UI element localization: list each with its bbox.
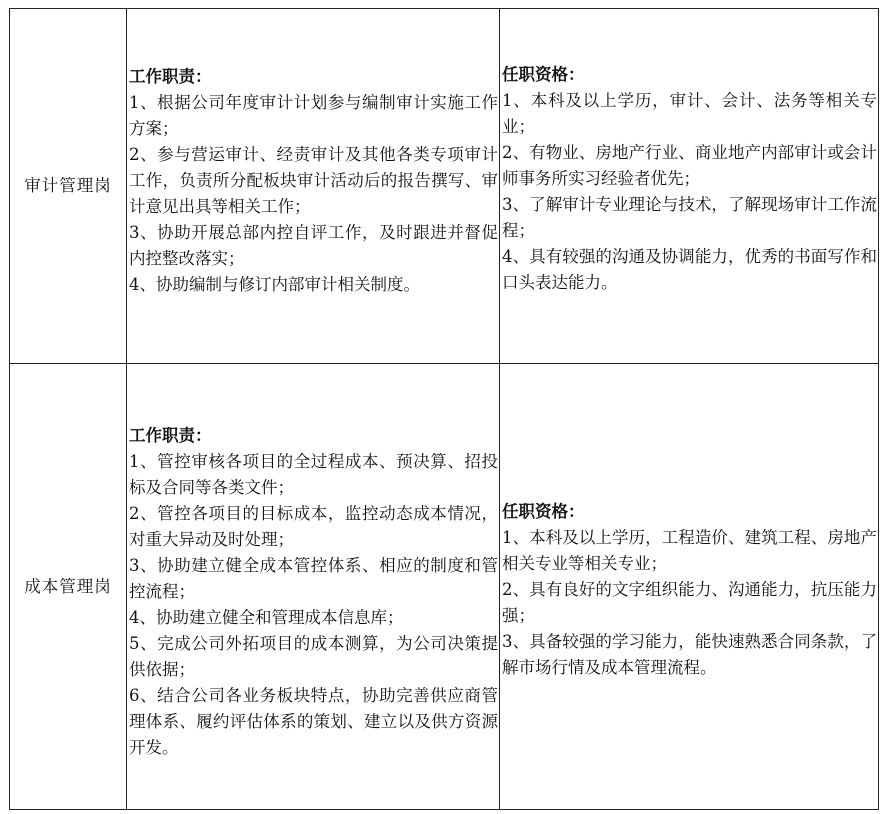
qualification-item: 2、具有良好的文字组织能力、沟通能力，抗压能力强； bbox=[502, 579, 877, 625]
duty-item: 1、根据公司年度审计计划参与编制审计实施工作方案； bbox=[129, 93, 498, 138]
qualification-item: 4、具有较强的沟通及协调能力，优秀的书面写作和口头表达能力。 bbox=[502, 247, 877, 292]
qualification-item: 1、本科及以上学历，工程造价、建筑工程、房地产相关专业等相关专业； bbox=[502, 527, 877, 573]
qualifications-heading: 任职资格： bbox=[502, 501, 585, 521]
duties-heading: 工作职责： bbox=[129, 425, 212, 445]
duty-item: 1、管控审核各项目的全过程成本、预决算、招投标及合同等各类文件； bbox=[129, 451, 498, 497]
duty-item: 3、协助开展总部内控自评工作，及时跟进并督促内控整改落实； bbox=[129, 223, 498, 268]
job-table bbox=[9, 8, 879, 810]
qualifications-cell bbox=[500, 9, 879, 364]
qualification-item: 2、有物业、房地产行业、商业地产内部审计或会计师事务所实习经验者优先； bbox=[502, 143, 877, 188]
duty-item: 4、协助编制与修订内部审计相关制度。 bbox=[129, 275, 420, 294]
duty-item: 2、参与营运审计、经责审计及其他各类专项审计工作，负责所分配板块审计活动后的报告撰写、审计意见出具等相关工作； bbox=[129, 145, 498, 216]
duty-item: 2、管控各项目的目标成本，监控动态成本情况，对重大异动及时处理； bbox=[129, 503, 498, 549]
duty-item: 3、协助建立健全成本管控体系、相应的制度和管控流程； bbox=[129, 555, 498, 601]
qualification-item: 3、具备较强的学习能力，能快速熟悉合同条款，了解市场行情及成本管理流程。 bbox=[502, 631, 877, 677]
qualifications-cell bbox=[500, 364, 879, 810]
qualification-item: 1、本科及以上学历，审计、会计、法务等相关专业； bbox=[502, 91, 877, 136]
duties-cell bbox=[127, 9, 500, 364]
table-row-audit bbox=[10, 9, 879, 364]
duty-item: 4、协助建立健全和管理成本信息库； bbox=[129, 607, 404, 627]
qualification-item: 3、了解审计专业理论与技术，了解现场审计工作流程； bbox=[502, 195, 877, 240]
duty-item: 6、结合公司各业务板块特点，协助完善供应商管理体系、履约评估体系的策划、建立以及供方资源开发。 bbox=[129, 685, 498, 757]
table-row-cost bbox=[10, 364, 879, 810]
qualifications-heading: 任职资格： bbox=[502, 65, 585, 84]
duties-cell bbox=[127, 364, 500, 810]
position-cell: 审计管理岗 bbox=[10, 9, 127, 364]
duty-item: 5、完成公司外拓项目的成本测算，为公司决策提供依据； bbox=[129, 633, 498, 679]
position-cell: 成本管理岗 bbox=[10, 364, 127, 810]
duties-heading: 工作职责： bbox=[129, 67, 212, 86]
